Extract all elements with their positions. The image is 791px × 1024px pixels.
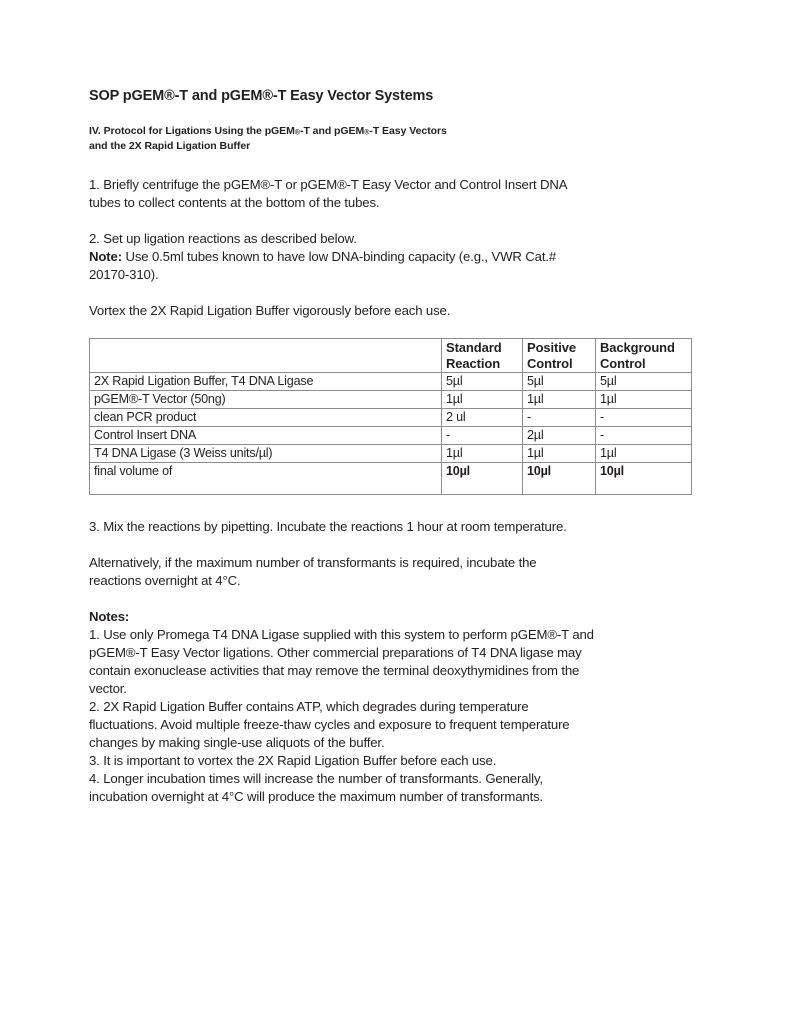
column-header-standard-reaction: Standard Reaction bbox=[442, 338, 523, 372]
cell-positive-control: 10µl bbox=[523, 462, 596, 494]
cell-component-name: pGEM®-T Vector (50ng) bbox=[90, 390, 442, 408]
cell-positive-control: 1µl bbox=[523, 390, 596, 408]
table-header bbox=[90, 338, 692, 372]
cell-standard-reaction: 5µl bbox=[442, 372, 523, 390]
cell-positive-control: 2µl bbox=[523, 426, 596, 444]
cell-standard-reaction: 2 ul bbox=[442, 408, 523, 426]
subtitle-text-part-1: IV. Protocol for Ligations Using the pGEM bbox=[89, 125, 295, 137]
cell-component-name: 2X Rapid Ligation Buffer, T4 DNA Ligase bbox=[90, 372, 442, 390]
cell-component-name: T4 DNA Ligase (3 Weiss units/µl) bbox=[90, 444, 442, 462]
subtitle-text-part-3: -T Easy Vectors bbox=[369, 125, 447, 137]
vortex-instruction: Vortex the 2X Rapid Ligation Buffer vigorously before each use. bbox=[89, 302, 451, 318]
cell-standard-reaction: - bbox=[442, 426, 523, 444]
cell-standard-reaction: 1µl bbox=[442, 390, 523, 408]
cell-background-control: 1µl bbox=[596, 390, 692, 408]
column-header-component bbox=[90, 338, 442, 372]
cell-background-control: 1µl bbox=[596, 444, 692, 462]
table-header-row bbox=[90, 338, 692, 372]
cell-background-control: 5µl bbox=[596, 372, 692, 390]
registered-mark-icon: ® bbox=[364, 129, 370, 137]
cell-component-name: Control Insert DNA bbox=[90, 426, 442, 444]
registered-mark-icon: ® bbox=[294, 129, 300, 137]
ligation-reactions-table bbox=[89, 338, 692, 495]
subtitle-text-part-2: -T and pGEM bbox=[300, 125, 365, 137]
table-body bbox=[90, 372, 692, 494]
document-content bbox=[89, 88, 709, 806]
note-label: Note: bbox=[89, 248, 122, 264]
cell-standard-reaction: 10µl bbox=[442, 462, 523, 494]
cell-component-name: final volume of bbox=[90, 462, 442, 494]
note-item-1: 1. Use only Promega T4 DNA Ligase supplied with this system to perform pGEM®-T and pGEM®-T Easy Vector ligations. Other commercial preparations of T4 DNA ligase may contain exonuclease activities that may remove the terminal deoxythymidines from the vector. bbox=[89, 626, 594, 696]
cell-positive-control: 5µl bbox=[523, 372, 596, 390]
protocol-note-tubes bbox=[89, 248, 589, 284]
alternative-incubation: Alternatively, if the maximum number of transformants is required, incubate the reactions overnight at 4°C. bbox=[89, 554, 537, 588]
column-header-positive-control: Positive Control bbox=[523, 338, 596, 372]
table-row bbox=[90, 444, 692, 462]
note-item-3: 3. It is important to vortex the 2X Rapid Ligation Buffer before each use. bbox=[89, 752, 497, 768]
table-row bbox=[90, 426, 692, 444]
protocol-step-2: 2. Set up ligation reactions as described below. bbox=[89, 230, 357, 246]
cell-positive-control: - bbox=[523, 408, 596, 426]
table-row-final-volume bbox=[90, 462, 692, 494]
document-subtitle bbox=[89, 125, 519, 154]
ligation-table-wrapper bbox=[89, 338, 709, 495]
table-row bbox=[90, 372, 692, 390]
cell-background-control: - bbox=[596, 426, 692, 444]
table-row bbox=[90, 390, 692, 408]
protocol-step-3: 3. Mix the reactions by pipetting. Incubate the reactions 1 hour at room temperature. bbox=[89, 518, 567, 534]
note-item-2: 2. 2X Rapid Ligation Buffer contains ATP, which degrades during temperature fluctuations. Avoid multiple freeze-thaw cycles and exposure to frequent temperature changes by making single-use aliquots of the buffer. bbox=[89, 698, 570, 750]
cell-standard-reaction: 1µl bbox=[442, 444, 523, 462]
cell-component-name: clean PCR product bbox=[90, 408, 442, 426]
note-item-4: 4. Longer incubation times will increase the number of transformants. Generally, incubation overnight at 4°C will produce the maximum number of transformants. bbox=[89, 770, 544, 804]
note-text: Use 0.5ml tubes known to have low DNA-binding capacity (e.g., VWR Cat.# 20170-310). bbox=[89, 248, 557, 282]
subtitle-line-2: and the 2X Rapid Ligation Buffer bbox=[89, 140, 251, 152]
cell-background-control: 10µl bbox=[596, 462, 692, 494]
notes-heading: Notes: bbox=[89, 608, 130, 624]
page-title: SOP pGEM®-T and pGEM®-T Easy Vector Systems bbox=[89, 88, 434, 104]
table-row bbox=[90, 408, 692, 426]
cell-background-control: - bbox=[596, 408, 692, 426]
protocol-step-1: 1. Briefly centrifuge the pGEM®-T or pGEM®-T Easy Vector and Control Insert DNA tubes to collect contents at the bottom of the tubes. bbox=[89, 176, 567, 210]
cell-positive-control: 1µl bbox=[523, 444, 596, 462]
column-header-background-control: Background Control bbox=[596, 338, 692, 372]
